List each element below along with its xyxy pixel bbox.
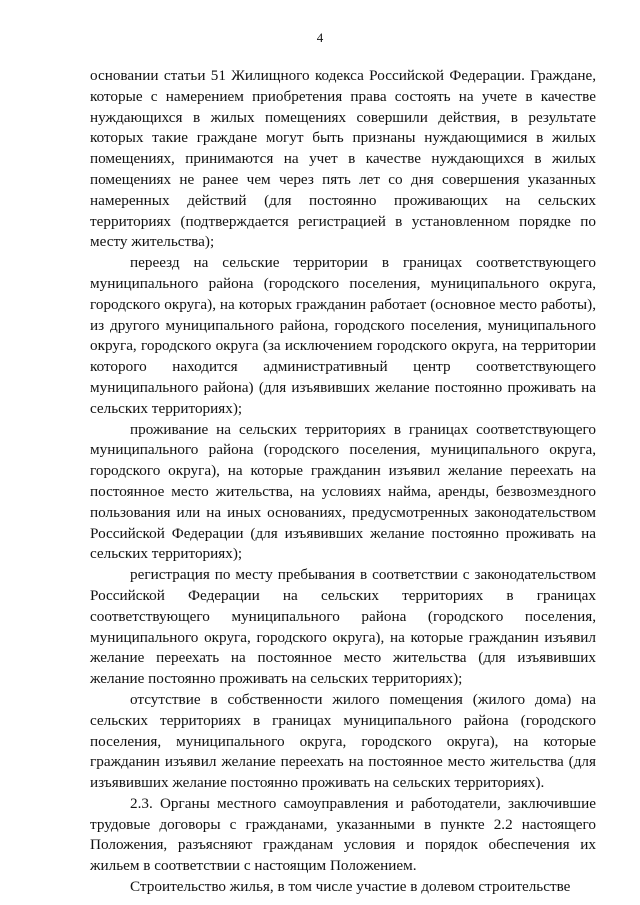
document-body	[90, 66, 596, 898]
paragraph-residence: проживание на сельских территориях в границах соответствующего муниципального района (городского поселения, муниципального округа, городского округа), на которые гражданин изъявил желание переехать на постоянное место жительства, на условиях найма, аренды, безвозмездного пользования или на иных основаниях, предусмотренных законодательством Российской Федерации (для изъявивших желание постоянно проживать на сельских территориях);	[90, 420, 596, 563]
paragraph-construction: Строительство жилья, в том числе участие в долевом строительстве	[130, 878, 571, 896]
paragraph-no-ownership: отсутствие в собственности жилого помещения (жилого дома) на сельских территориях в границах муниципального района (городского поселения, муниципального округа, городского округа), на которые гражданин изъявил желание переехать на постоянное место жительства (для изъявивших желание постоянно проживать на сельских территориях).	[90, 690, 596, 792]
paragraph-continuation: основании статьи 51 Жилищного кодекса Российской Федерации. Граждане, которые с намерением приобретения права состоять на учете в качестве нуждающихся в жилых помещениях совершили действия, в результате которых такие граждане могут быть признаны нуждающимися в жилых помещениях, принимаются на учет в качестве нуждающихся в жилых помещениях не ранее чем через пять лет со дня совершения указанных намеренных действий (для постоянно проживающих на сельских территориях (подтверждается регистрацией в установленном порядке по месту жительства);	[90, 67, 596, 251]
paragraph-registration: регистрация по месту пребывания в соответствии с законодательством Российской Федерации на сельских территориях в границах соответствующего муниципального района (городского поселения, муниципального округа, городского округа), на которые гражданин изъявил желание переехать на постоянное место жительства (для изъявивших желание постоянно проживать на сельских территориях);	[90, 566, 596, 688]
paragraph-relocation: переезд на сельские территории в границах соответствующего муниципального района (городского поселения, муниципального округа, городского округа), на которых гражданин работает (основное место работы), из другого муниципального района, городского поселения, муниципального округа, городского округа (за исключением городского округа, на территории которого находится административный центр соответствующего муниципального района) (для изъявивших желание постоянно проживать на сельских территориях);	[90, 254, 596, 417]
page-number: 4	[316, 30, 324, 45]
paragraph-section-2-3: 2.3. Органы местного самоуправления и работодатели, заключившие трудовые договоры с гражданами, указанными в пункте 2.2 настоящего Положения, разъясняют гражданам условия и порядок обеспечения их жильем в соответствии с настоящим Положением.	[90, 794, 596, 875]
